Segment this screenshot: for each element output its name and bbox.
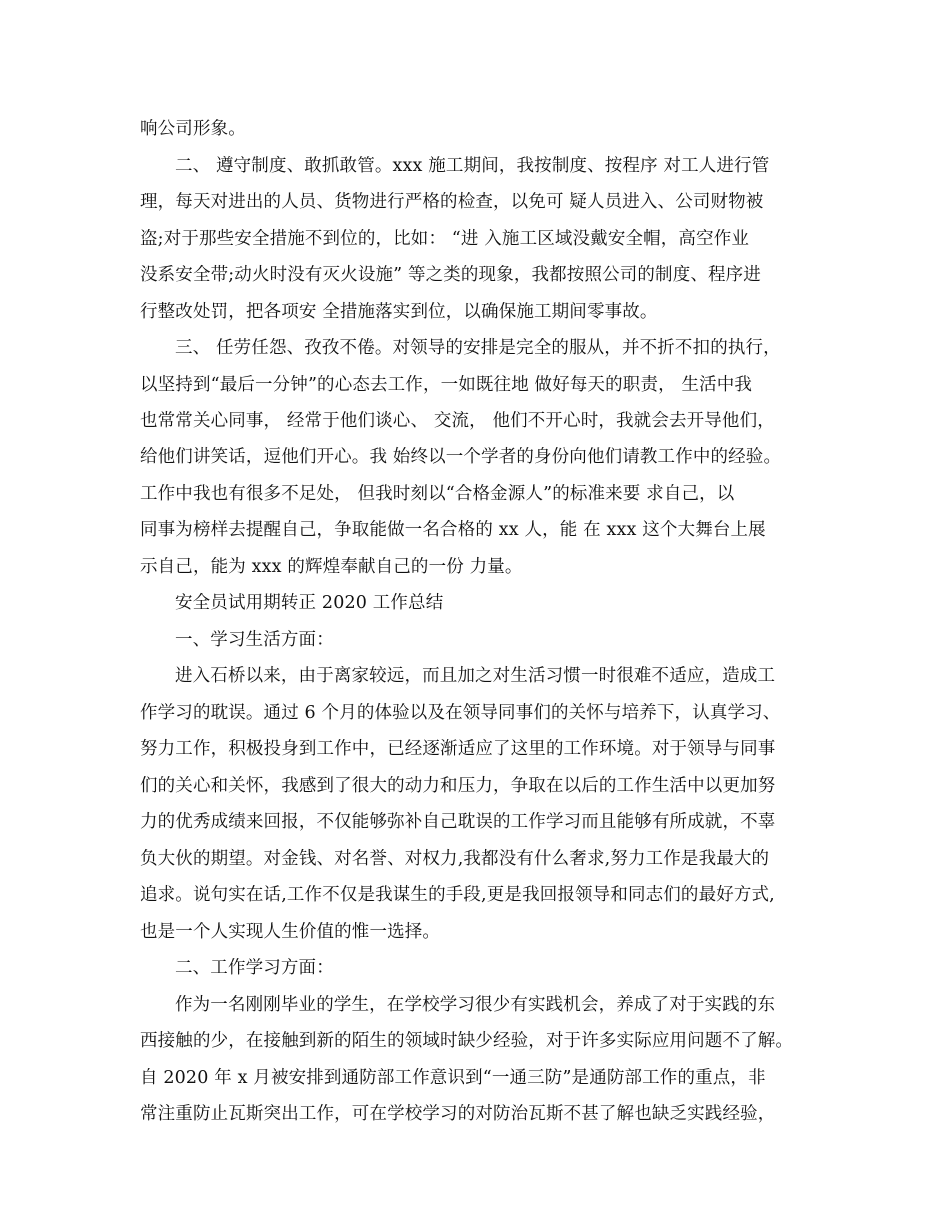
text-line: 工作中我也有很多不足处， 但我时刻以“合格金源人”的标准来要 求自己，以 [140,484,735,504]
text-line: 盗;对于那些安全措施不到位的，比如： “进 入施工区域没戴安全帽，高空作业 [140,229,750,249]
paragraph-first-line: 作为一名刚刚毕业的学生，在学校学习很少有实践机会，养成了对于实践的东 [175,995,776,1015]
text-line: 也是一个人实现人生价值的惟一选择。 [140,922,441,942]
text-line: 作学习的耽误。通过 6 个月的体验以及在领导同事们的关怀与培养下，认真学习、 [140,703,781,723]
text-line: 努力工作，积极投身到工作中，已经逐渐适应了这里的工作环境。对于领导与同事 [140,739,776,759]
paragraph-first-line: 进入石桥以来，由于离家较远，而且加之对生活习惯一时很难不适应，造成工 [175,666,776,686]
text-line: 响公司形象。 [140,119,246,139]
section-heading-line: 三、 任劳任怨、孜孜不倦。对领导的安排是完全的服从，并不折不扣的执行， [175,338,781,358]
text-line: 西接触的少，在接触到新的陌生的领域时缺少经验，对于许多实际应用问题不了解。 [140,1031,794,1051]
text-line: 们的关心和关怀，我感到了很大的动力和压力，争取在以后的工作生活中以更加努 [140,776,776,796]
text-line: 也常常关心同事， 经常于他们谈心、 交流， 他们不开心时，我就会去开导他们， [140,411,775,431]
text-line: 同事为榜样去提醒自己，争取能做一名合格的 xx 人，能 在 xxx 这个大舞台上展 [140,520,766,540]
text-line: 自 2020 年 x 月被安排到通防部工作意识到“一通三防”是通防部工作的重点，非 [140,1068,766,1088]
text-line: 常注重防止瓦斯突出工作，可在学校学习的对防治瓦斯不甚了解也缺乏实践经验， [140,1104,776,1124]
subsection-heading: 二、工作学习方面： [175,958,334,978]
text-line: 给他们讲笑话，逗他们开心。我 始终以一个学者的身份向他们请教工作中的经验。 [140,447,782,467]
text-line: 追求。说句实在话,工作不仅是我谋生的手段,更是我回报领导和同志们的最好方式, [140,885,775,905]
section-heading-line: 二、 遵守制度、敢抓敢管。xxx 施工期间，我按制度、按程序 对工人进行管 [175,156,770,176]
text-line: 以坚持到“最后一分钟”的心态去工作，一如既往地 做好每天的职责， 生活中我 [140,375,753,395]
text-line: 力的优秀成绩来回报，不仅能够弥补自己耽误的工作学习而且能够有所成就，不辜 [140,812,776,832]
document-title: 安全员试用期转正 2020 工作总结 [175,593,444,613]
text-line: 行整改处罚，把各项安 全措施落实到位，以确保施工期间零事故。 [140,302,658,322]
text-line: 理，每天对进出的人员、货物进行严格的检查，以免可 疑人员进入、公司财物被 [140,192,764,212]
text-line: 没系安全带;动火时没有灭火设施” 等之类的现象，我都按照公司的制度、程序进 [140,265,761,285]
subsection-heading: 一、学习生活方面： [175,630,334,650]
text-line: 示自己，能为 xxx 的辉煌奉献自己的一份 力量。 [140,557,523,577]
text-line: 负大伙的期望。对金钱、对名誉、对权力,我都没有什么奢求,努力工作是我最大的 [140,849,770,869]
